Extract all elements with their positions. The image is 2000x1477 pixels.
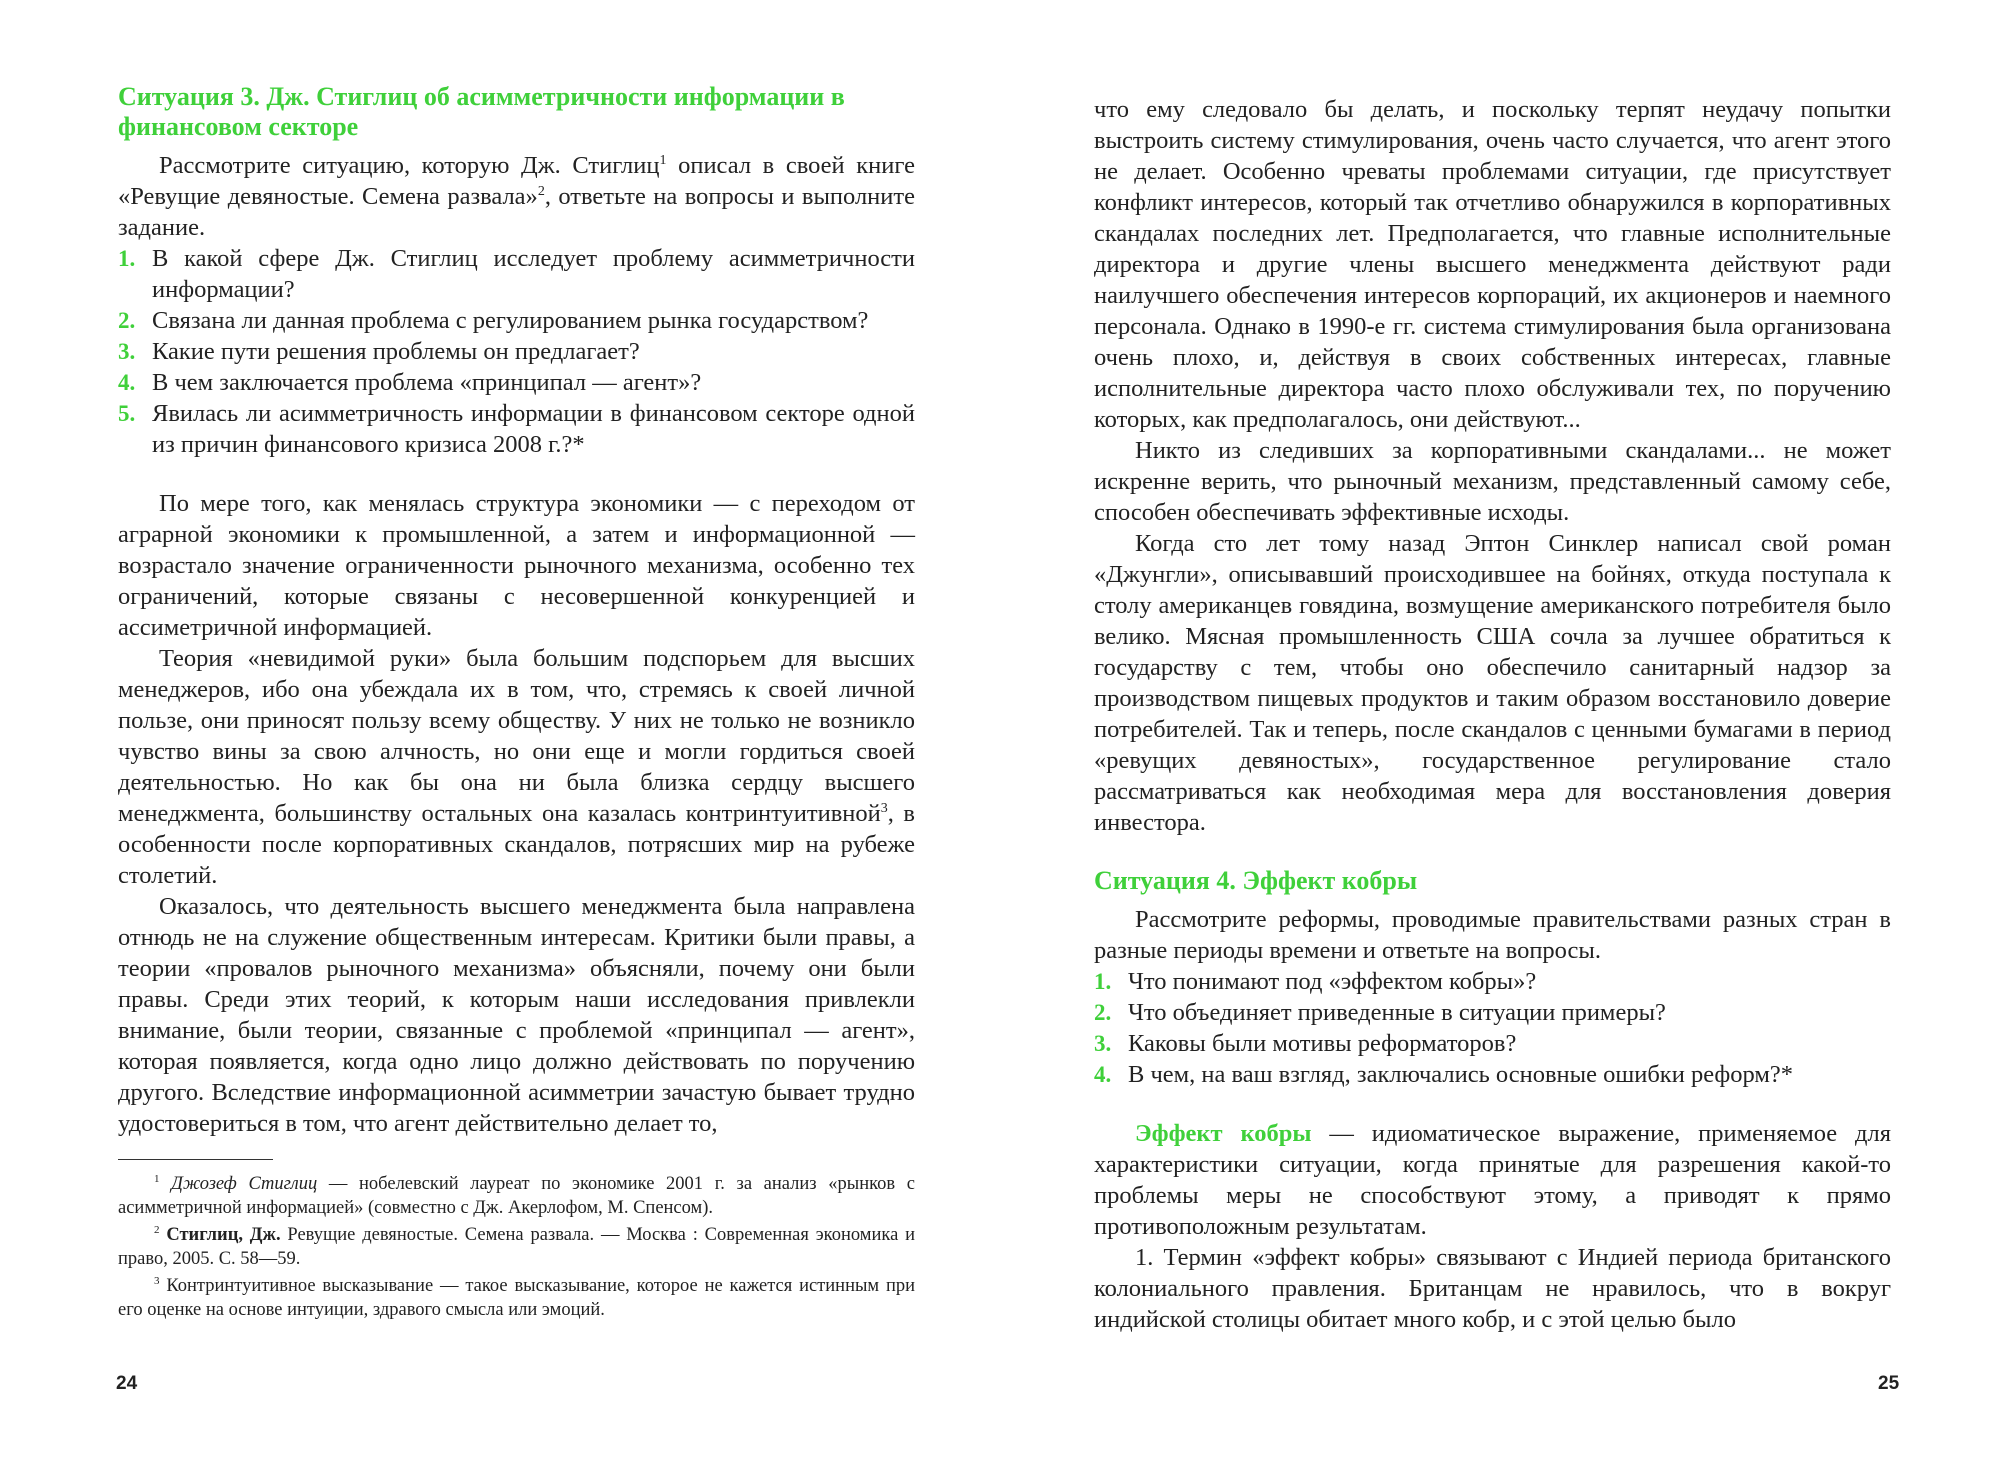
question-item <box>1094 1028 1891 1059</box>
footnote-ref-2: 2 <box>537 183 545 199</box>
definition-paragraph <box>1094 1118 1891 1242</box>
definition-text: — идиоматическое выражение, применяемое для характеристики ситуации, когда принятые для разрешения какой-то проблемы меры не способствуют этому, а приводят к прямо противоположным результатам. <box>1094 1120 1891 1240</box>
situation-4-intro: Рассмотрите реформы, проводимые правительствами разных стран в разные периоды времени и ответьте на вопросы. <box>1094 906 1891 964</box>
question-text: Что объединяет приведенные в ситуации примеры? <box>1128 999 1666 1026</box>
question-number: 3. <box>118 339 136 364</box>
footnote-author: Стиглиц, Дж. <box>166 1225 281 1245</box>
situation-4-questions <box>1094 966 1891 1090</box>
body-paragraph: Никто из следивших за корпоративными скандалами... не может искренне верить, что рыночный механизм, представленный самому себе, способен обеспечивать эффективные исходы. <box>1094 437 1891 526</box>
question-number: 5. <box>118 401 136 426</box>
footnote-mark: 2 <box>154 1223 160 1236</box>
body-paragraph <box>118 643 915 891</box>
situation-3-heading: Ситуация 3. Дж. Стиглиц об асимметричности информации в финансовом секторе <box>118 82 845 141</box>
body-paragraph: По мере того, как менялась структура экономики — с переходом от аграрной экономики к промышленной, а затем и информационной — возрастало значение ограниченности рыночного механизма, особенно тех ограничений, которые связаны с несовершенной конкуренцией и ассиметричной информацией. <box>118 490 915 641</box>
footnote <box>118 1274 915 1322</box>
body-paragraph: Оказалось, что деятельность высшего менеджмента была направлена отнюдь не на служение общественным интересам. Критики были правы, а теории «провалов рыночного механизма» объясняли, почему они были правы. Среди этих теорий, к которым наши исследования привлекли внимание, были теории, связанные с проблемой «принципал — агент», которая появляется, когда одно лицо должно действовать по поручению другого. Вследствие информационной асимметрии зачастую бывает трудно удостовериться в том, что агент действительно делает то, <box>118 893 915 1137</box>
paragraph-text: , в особенности после корпоративных скандалов, потрясших мир на рубеже столетий. <box>118 800 915 889</box>
question-number: 4. <box>118 370 136 395</box>
question-item <box>1094 966 1891 997</box>
question-item <box>1094 1059 1891 1090</box>
question-number: 4. <box>1094 1062 1112 1087</box>
footnote-text: Контринтуитивное высказывание — такое высказывание, которое не кажется истинным при его оценке на основе интуиции, здравого смысла или эмоций. <box>118 1276 915 1320</box>
intro-text-3: , ответьте на вопросы и выполните задание. <box>118 183 915 241</box>
footnote-ref-1: 1 <box>659 152 667 168</box>
situation-3-questions <box>118 243 915 460</box>
page-number: 24 <box>116 1373 138 1394</box>
definition-term: Эффект кобры <box>1135 1120 1312 1147</box>
footnote-ref-3: 3 <box>880 800 888 816</box>
question-number: 3. <box>1094 1031 1112 1056</box>
question-text: В какой сфере Дж. Стиглиц исследует проблему асимметричности информации? <box>152 245 915 303</box>
question-text: Что понимают под «эффектом кобры»? <box>1128 968 1537 995</box>
question-item <box>118 243 915 305</box>
paragraph-text: Теория «невидимой руки» была большим подспорьем для высших менеджеров, ибо она убеждала их в том, что, стремясь к своей личной пользе, они приносят пользу всему обществу. У них не только не возникло чувство вины за свою алчность, но они еще и могли гордиться своей деятельностью. Но как бы она ни была близка сердцу высшего менеджмента, большинству остальных она казалась контринтуитивной <box>118 645 915 827</box>
intro-text-1: Рассмотрите ситуацию, которую Дж. Стиглиц <box>159 152 660 179</box>
footnote-divider <box>118 1159 273 1160</box>
question-item <box>1094 997 1891 1028</box>
page-number: 25 <box>1878 1373 1900 1394</box>
question-number: 1. <box>1094 969 1112 994</box>
footnote <box>118 1223 915 1271</box>
footnote <box>118 1172 915 1220</box>
situation-3-intro <box>118 150 915 243</box>
question-number: 2. <box>118 308 136 333</box>
footnote-text: Ревущие девяностые. Семена развала. — Москва : Современная экономика и право, 2005. С. 58—59. <box>118 1225 916 1269</box>
question-number: 1. <box>118 246 136 271</box>
question-text: Какие пути решения проблемы он предлагает? <box>152 338 640 365</box>
body-paragraph: 1. Термин «эффект кобры» связывают с Индией периода британского колониального правления. Британцам не нравилось, что в вокруг индийской столицы обитает много кобр, и с этой целью было <box>1094 1244 1891 1333</box>
question-text: В чем заключается проблема «принципал — агент»? <box>152 369 702 396</box>
question-text: В чем, на ваш взгляд, заключались основные ошибки реформ?* <box>1128 1061 1793 1088</box>
intro-text-2: описал в своей книге «Ревущие девяностые. Семена развала» <box>118 152 915 210</box>
footnote-author: Джозеф Стиглиц <box>171 1174 318 1194</box>
right-column <box>1094 94 1891 1335</box>
footnote-mark: 3 <box>154 1274 160 1287</box>
question-item <box>118 305 915 336</box>
question-item <box>118 398 915 460</box>
question-text: Явилась ли асимметричность информации в финансовом секторе одной из причин финансового кризиса 2008 г.?* <box>152 400 915 458</box>
question-item <box>118 367 915 398</box>
footnote-mark: 1 <box>154 1172 160 1185</box>
question-item <box>118 336 915 367</box>
situation-4-heading: Ситуация 4. Эффект кобры <box>1094 866 1418 895</box>
body-paragraph-continued: что ему следовало бы делать, и поскольку терпят неудачу попытки выстроить систему стимулирования, очень часто случается, что агент этого не делает. Особенно чреваты проблемами ситуации, где присутствует конфликт интересов, который так отчетливо обнаружился в корпоративных скандалах последних лет. Предполагается, что главные исполнительные директора и другие члены высшего менеджмента действуют ради наилучшего обеспечения интересов корпораций, их акционеров и наемного персонала. Однако в 1990-е гг. система стимулирования была организована очень плохо, и, действуя в своих собственных интересах, главные исполнительные директора часто плохо обслуживали тех, по поручению которых, как предполагалось, они действуют... <box>1094 96 1891 433</box>
right-page <box>1000 0 2000 1477</box>
footnote-text: — нобелевский лауреат по экономике 2001 г. за анализ «рынков с асимметричной информацией» (совместно с Дж. Акерлофом, М. Спенсом). <box>118 1174 916 1218</box>
question-number: 2. <box>1094 1000 1112 1025</box>
question-text: Связана ли данная проблема с регулированием рынка государством? <box>152 307 869 334</box>
question-text: Каковы были мотивы реформаторов? <box>1128 1030 1517 1057</box>
left-column <box>118 82 915 1325</box>
body-paragraph: Когда сто лет тому назад Эптон Синклер написал свой роман «Джунгли», описывавший происходившее на бойнях, откуда поступала к столу американцев говядина, возмущение американского потребителя было велико. Мясная промышленность США сочла за лучшее обратиться к государству с тем, чтобы оно обеспечило санитарный надзор за производством пищевых продуктов и таким образом восстановило доверие потребителей. Так и теперь, после скандалов с ценными бумагами в период «ревущих девяностых», государственное регулирование стало рассматриваться как необходимая мера для восстановления доверия инвестора. <box>1094 530 1891 836</box>
